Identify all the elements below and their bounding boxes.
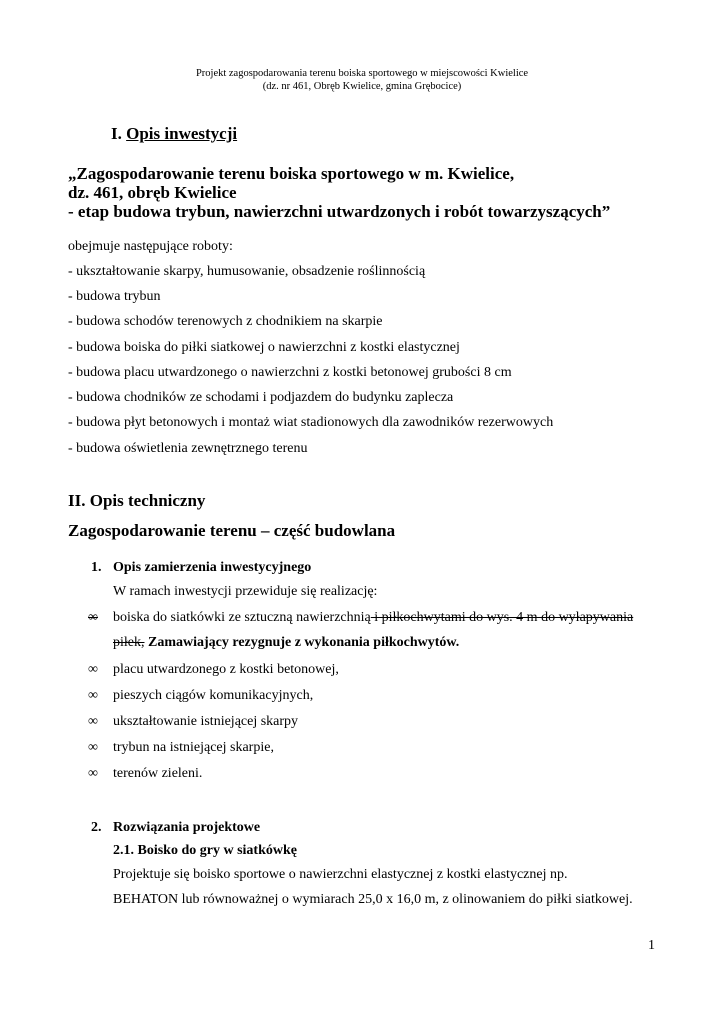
works-item: - budowa chodników ze schodami i podjazdem do budynku zaplecza <box>68 390 454 405</box>
bullet-infinity-icon: ∞ <box>88 714 98 729</box>
project-title-line-3: - etap budowa trybun, nawierzchni utwardzonych i robót towarzyszących” <box>68 202 611 221</box>
works-item: - ukształtowanie skarpy, humusowanie, obsadzenie roślinnością <box>68 264 426 279</box>
works-item: - budowa oświetlenia zewnętrznego terenu <box>68 441 308 456</box>
bold-note: Zamawiający rezygnuje z wykonania piłkochwytów. <box>144 635 460 650</box>
bullet-item-field-text: boiska do siatkówki ze sztuczną nawierzchnią <box>113 610 371 625</box>
works-item: - budowa boiska do piłki siatkowej o nawierzchni z kostki elastycznej <box>68 340 460 355</box>
bullet-item-field <box>113 610 633 626</box>
works-item: - budowa placu utwardzonego o nawierzchni z kostki betonowej grubości 8 cm <box>68 365 512 380</box>
point-2-1-title: 2.1. Boisko do gry w siatkówkę <box>113 843 297 858</box>
bullet-item: terenów zieleni. <box>113 766 203 781</box>
bullet-infinity-icon: ∞ <box>88 662 98 677</box>
works-intro: obejmuje następujące roboty: <box>68 239 233 254</box>
bullet-item: pieszych ciągów komunikacyjnych, <box>113 688 314 703</box>
section-2-subtitle: Zagospodarowanie terenu – część budowlana <box>68 521 396 540</box>
page-number: 1 <box>648 938 655 953</box>
works-item: - budowa trybun <box>68 289 161 304</box>
struck-text: piłek, <box>113 635 145 650</box>
section-1-heading <box>111 124 237 144</box>
bullet-item: trybun na istniejącej skarpie, <box>113 740 274 755</box>
section-1-number: I. <box>111 124 122 143</box>
point-1-intro: W ramach inwestycji przewiduje się realizację: <box>113 584 378 599</box>
point-2-number: 2. <box>91 820 102 835</box>
point-2-1-para-line-2: BEHATON lub równoważnej o wymiarach 25,0 x 16,0 m, z olinowaniem do piłki siatkowej. <box>113 892 633 907</box>
point-2-title: Rozwiązania projektowe <box>113 820 261 835</box>
works-item: - budowa płyt betonowych i montaż wiat stadionowych dla zawodników rezerwowych <box>68 415 554 430</box>
bullet-item: placu utwardzonego z kostki betonowej, <box>113 662 339 677</box>
point-2-1-para-line-1: Projektuje się boisko sportowe o nawierzchni elastycznej z kostki elastycznej np. <box>113 867 568 882</box>
bullet-infinity-icon: ∞ <box>88 740 98 755</box>
struck-text: i piłkochwytami do wys. 4 m do wyłapywania <box>370 610 634 625</box>
bullet-infinity-icon: ∞ <box>88 688 98 703</box>
section-1-title: Opis inwestycji <box>126 124 238 143</box>
project-title-line-2: dz. 461, obręb Kwielice <box>68 183 237 202</box>
bullet-item-field-cont <box>113 635 459 651</box>
bullet-infinity-icon: ∞ <box>88 610 98 625</box>
section-2-title: II. Opis techniczny <box>68 491 206 510</box>
bullet-item: ukształtowanie istniejącej skarpy <box>113 714 299 729</box>
project-title-line-1: „Zagospodarowanie terenu boiska sportowego w m. Kwielice, <box>68 164 515 183</box>
works-item: - budowa schodów terenowych z chodnikiem na skarpie <box>68 314 383 329</box>
header-line-1: Projekt zagospodarowania terenu boiska sportowego w miejscowości Kwielice <box>195 68 529 79</box>
header-line-2: (dz. nr 461, Obręb Kwielice, gmina Grębocice) <box>262 81 462 92</box>
point-1-number: 1. <box>91 560 102 575</box>
point-1-title: Opis zamierzenia inwestycyjnego <box>113 560 312 575</box>
bullet-infinity-icon: ∞ <box>88 766 98 781</box>
